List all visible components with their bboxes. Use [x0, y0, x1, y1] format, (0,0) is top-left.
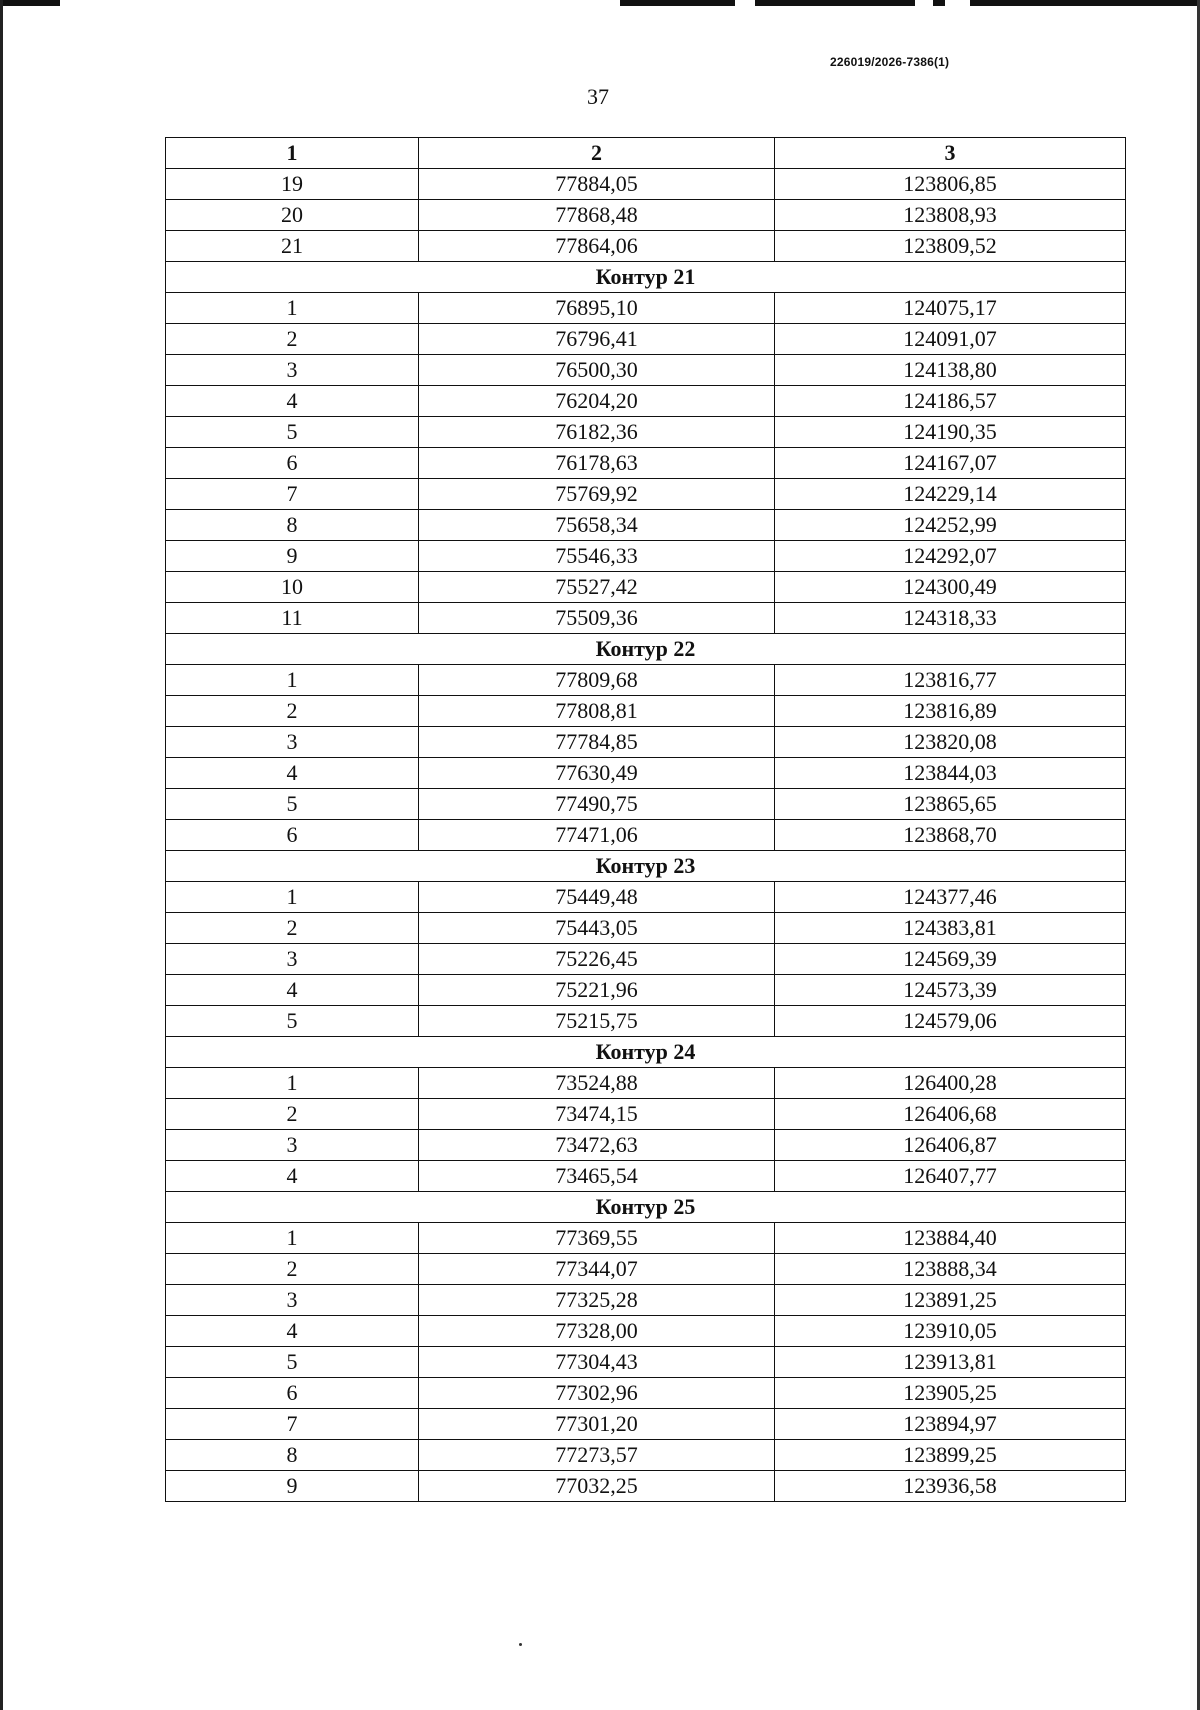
coordinate-y-cell: 123820,08 [775, 727, 1126, 758]
coordinate-x-cell: 76182,36 [419, 417, 775, 448]
table-body [166, 169, 1126, 1502]
point-number-cell: 1 [166, 293, 419, 324]
table-row [166, 510, 1126, 541]
coordinate-y-cell: 123808,93 [775, 200, 1126, 231]
coordinate-y-cell: 123809,52 [775, 231, 1126, 262]
point-number-cell: 6 [166, 1378, 419, 1409]
table-row [166, 324, 1126, 355]
table-row [166, 417, 1126, 448]
table-row [166, 1440, 1126, 1471]
table-row [166, 541, 1126, 572]
coordinate-y-cell: 123868,70 [775, 820, 1126, 851]
table-row [166, 1378, 1126, 1409]
point-number-cell: 7 [166, 479, 419, 510]
coordinate-x-cell: 76796,41 [419, 324, 775, 355]
coordinate-y-cell: 123865,65 [775, 789, 1126, 820]
table-row [166, 1099, 1126, 1130]
coordinate-y-cell: 124186,57 [775, 386, 1126, 417]
table-row [166, 882, 1126, 913]
coordinate-y-cell: 123936,58 [775, 1471, 1126, 1502]
coordinate-x-cell: 77471,06 [419, 820, 775, 851]
table-row [166, 448, 1126, 479]
point-number-cell: 5 [166, 1347, 419, 1378]
point-number-cell: 1 [166, 1068, 419, 1099]
point-number-cell: 1 [166, 665, 419, 696]
coordinate-y-cell: 123884,40 [775, 1223, 1126, 1254]
coordinate-x-cell: 77325,28 [419, 1285, 775, 1316]
coordinate-y-cell: 124579,06 [775, 1006, 1126, 1037]
coordinate-x-cell: 77784,85 [419, 727, 775, 758]
table-row [166, 1316, 1126, 1347]
point-number-cell: 4 [166, 758, 419, 789]
table-row [166, 789, 1126, 820]
section-title-row [166, 851, 1126, 882]
point-number-cell: 8 [166, 510, 419, 541]
coordinate-x-cell: 75449,48 [419, 882, 775, 913]
coordinate-x-cell: 73472,63 [419, 1130, 775, 1161]
header-col-2: 2 [419, 138, 775, 169]
coordinate-y-cell: 124573,39 [775, 975, 1126, 1006]
table-row [166, 479, 1126, 510]
coordinate-y-cell: 123806,85 [775, 169, 1126, 200]
coordinate-x-cell: 77630,49 [419, 758, 775, 789]
table-row [166, 1471, 1126, 1502]
coordinate-x-cell: 77304,43 [419, 1347, 775, 1378]
point-number-cell: 4 [166, 1316, 419, 1347]
point-number-cell: 5 [166, 789, 419, 820]
point-number-cell: 3 [166, 727, 419, 758]
header-col-1: 1 [166, 138, 419, 169]
coordinate-x-cell: 77884,05 [419, 169, 775, 200]
point-number-cell: 11 [166, 603, 419, 634]
table-row [166, 1130, 1126, 1161]
table-row [166, 386, 1126, 417]
table-row [166, 1006, 1126, 1037]
point-number-cell: 2 [166, 1254, 419, 1285]
coordinate-y-cell: 123891,25 [775, 1285, 1126, 1316]
coordinate-y-cell: 124075,17 [775, 293, 1126, 324]
point-number-cell: 1 [166, 1223, 419, 1254]
coordinate-x-cell: 77301,20 [419, 1409, 775, 1440]
coordinate-x-cell: 75443,05 [419, 913, 775, 944]
document-id: 226019/2026-7386(1) [830, 55, 950, 69]
coordinate-y-cell: 123910,05 [775, 1316, 1126, 1347]
scan-speck [519, 1643, 522, 1646]
coordinate-x-cell: 75509,36 [419, 603, 775, 634]
section-title-row [166, 634, 1126, 665]
coordinate-x-cell: 73524,88 [419, 1068, 775, 1099]
point-number-cell: 20 [166, 200, 419, 231]
coordinate-y-cell: 124190,35 [775, 417, 1126, 448]
section-title: Контур 22 [166, 634, 1126, 665]
point-number-cell: 2 [166, 324, 419, 355]
table-row [166, 1409, 1126, 1440]
point-number-cell: 2 [166, 913, 419, 944]
section-title: Контур 21 [166, 262, 1126, 293]
coordinate-x-cell: 73474,15 [419, 1099, 775, 1130]
coordinate-y-cell: 124318,33 [775, 603, 1126, 634]
coordinate-y-cell: 123844,03 [775, 758, 1126, 789]
section-title: Контур 23 [166, 851, 1126, 882]
point-number-cell: 5 [166, 417, 419, 448]
coordinate-x-cell: 77032,25 [419, 1471, 775, 1502]
section-title-row [166, 1037, 1126, 1068]
coordinate-y-cell: 123816,77 [775, 665, 1126, 696]
table-row [166, 603, 1126, 634]
table-row [166, 1285, 1126, 1316]
table-row [166, 1161, 1126, 1192]
coordinate-y-cell: 123894,97 [775, 1409, 1126, 1440]
table-row [166, 1068, 1126, 1099]
point-number-cell: 3 [166, 944, 419, 975]
table-row [166, 696, 1126, 727]
coordinate-y-cell: 126407,77 [775, 1161, 1126, 1192]
section-title: Контур 25 [166, 1192, 1126, 1223]
table-row [166, 1347, 1126, 1378]
coordinate-y-cell: 124252,99 [775, 510, 1126, 541]
table-row [166, 944, 1126, 975]
coordinate-y-cell: 123913,81 [775, 1347, 1126, 1378]
section-title-row [166, 262, 1126, 293]
coordinate-y-cell: 126400,28 [775, 1068, 1126, 1099]
coordinate-x-cell: 73465,54 [419, 1161, 775, 1192]
coordinate-x-cell: 77808,81 [419, 696, 775, 727]
coordinate-x-cell: 77868,48 [419, 200, 775, 231]
table-row [166, 293, 1126, 324]
coordinate-y-cell: 124167,07 [775, 448, 1126, 479]
coordinate-x-cell: 75658,34 [419, 510, 775, 541]
coordinate-y-cell: 124569,39 [775, 944, 1126, 975]
point-number-cell: 2 [166, 1099, 419, 1130]
point-number-cell: 9 [166, 1471, 419, 1502]
point-number-cell: 3 [166, 1130, 419, 1161]
point-number-cell: 10 [166, 572, 419, 603]
table-row [166, 758, 1126, 789]
table-row [166, 727, 1126, 758]
table-row [166, 1254, 1126, 1285]
section-title-row [166, 1192, 1126, 1223]
coordinate-x-cell: 75221,96 [419, 975, 775, 1006]
coordinate-y-cell: 123888,34 [775, 1254, 1126, 1285]
point-number-cell: 6 [166, 820, 419, 851]
coordinate-y-cell: 126406,87 [775, 1130, 1126, 1161]
coordinate-y-cell: 123905,25 [775, 1378, 1126, 1409]
coordinate-x-cell: 75215,75 [419, 1006, 775, 1037]
point-number-cell: 8 [166, 1440, 419, 1471]
section-title: Контур 24 [166, 1037, 1126, 1068]
coordinate-x-cell: 75769,92 [419, 479, 775, 510]
point-number-cell: 4 [166, 975, 419, 1006]
table-row [166, 231, 1126, 262]
table-row [166, 913, 1126, 944]
point-number-cell: 19 [166, 169, 419, 200]
header-col-3: 3 [775, 138, 1126, 169]
table-row [166, 975, 1126, 1006]
coordinate-x-cell: 76895,10 [419, 293, 775, 324]
coordinate-x-cell: 77273,57 [419, 1440, 775, 1471]
coordinate-y-cell: 126406,68 [775, 1099, 1126, 1130]
point-number-cell: 3 [166, 355, 419, 386]
page-number [0, 84, 1200, 110]
coordinates-table [165, 137, 1126, 1502]
coordinate-x-cell: 76178,63 [419, 448, 775, 479]
point-number-cell: 1 [166, 882, 419, 913]
coordinate-y-cell: 124377,46 [775, 882, 1126, 913]
coordinate-y-cell: 124383,81 [775, 913, 1126, 944]
scan-edge-left [0, 0, 3, 1710]
coordinate-x-cell: 75226,45 [419, 944, 775, 975]
scan-edge-top [0, 0, 1200, 6]
table-row [166, 820, 1126, 851]
coordinate-y-cell: 123816,89 [775, 696, 1126, 727]
coordinate-y-cell: 124300,49 [775, 572, 1126, 603]
point-number-cell: 4 [166, 1161, 419, 1192]
coordinate-y-cell: 124091,07 [775, 324, 1126, 355]
coordinate-x-cell: 75546,33 [419, 541, 775, 572]
table-row [166, 1223, 1126, 1254]
table-row [166, 355, 1126, 386]
table-header-row [166, 138, 1126, 169]
coordinate-y-cell: 124229,14 [775, 479, 1126, 510]
point-number-cell: 5 [166, 1006, 419, 1037]
coordinate-x-cell: 77302,96 [419, 1378, 775, 1409]
coordinate-y-cell: 124138,80 [775, 355, 1126, 386]
coordinate-y-cell: 123899,25 [775, 1440, 1126, 1471]
coordinate-y-cell: 124292,07 [775, 541, 1126, 572]
point-number-cell: 2 [166, 696, 419, 727]
point-number-cell: 7 [166, 1409, 419, 1440]
coordinate-x-cell: 75527,42 [419, 572, 775, 603]
coordinate-x-cell: 77369,55 [419, 1223, 775, 1254]
point-number-cell: 3 [166, 1285, 419, 1316]
coordinate-x-cell: 77328,00 [419, 1316, 775, 1347]
coordinate-x-cell: 76500,30 [419, 355, 775, 386]
point-number-cell: 4 [166, 386, 419, 417]
point-number-cell: 21 [166, 231, 419, 262]
table-row [166, 200, 1126, 231]
coordinate-x-cell: 77344,07 [419, 1254, 775, 1285]
coordinate-x-cell: 77864,06 [419, 231, 775, 262]
point-number-cell: 9 [166, 541, 419, 572]
page-number-text: 37 [587, 84, 609, 109]
table-row [166, 665, 1126, 696]
point-number-cell: 6 [166, 448, 419, 479]
coordinate-x-cell: 76204,20 [419, 386, 775, 417]
table-row [166, 169, 1126, 200]
coordinate-x-cell: 77490,75 [419, 789, 775, 820]
coordinate-x-cell: 77809,68 [419, 665, 775, 696]
table-row [166, 572, 1126, 603]
